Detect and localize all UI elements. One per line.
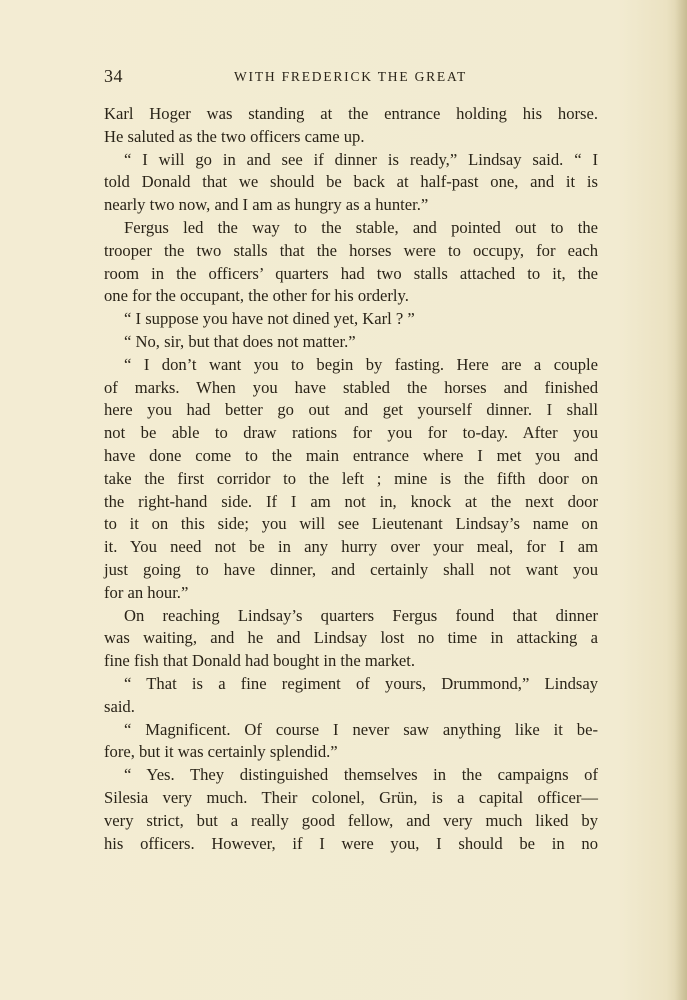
text-line: was waiting, and he and Lindsay lost no time in attacking a xyxy=(104,628,598,648)
text-line: his officers. However, if I were you, I should be in no xyxy=(104,833,598,853)
text-line: for an hour.” xyxy=(104,582,189,602)
text-line: trooper the two stalls that the horses were to occupy, for each xyxy=(104,240,598,260)
text-line: of marks. When you have stabled the horses and finished xyxy=(104,377,598,397)
page-edge-shadow xyxy=(675,0,687,1000)
text-line: On reaching Lindsay’s quarters Fergus found that dinner xyxy=(124,605,598,625)
text-line: He saluted as the two officers came up. xyxy=(104,126,365,146)
body-text xyxy=(104,103,598,855)
text-line: “ I suppose you have not dined yet, Karl ? ” xyxy=(124,309,415,329)
text-line: very strict, but a really good fellow, and very much liked by xyxy=(104,810,598,830)
text-line: not be able to draw rations for you for to-day. After you xyxy=(104,423,598,443)
text-line: to it on this side; you will see Lieutenant Lindsay’s name on xyxy=(104,514,598,534)
text-line: fine fish that Donald had bought in the market. xyxy=(104,651,416,671)
text-line: have done come to the main entrance where I met you and xyxy=(104,445,598,465)
text-line: room in the officers’ quarters had two stalls attached to it, the xyxy=(104,263,598,283)
text-line: “ Magnificent. Of course I never saw anything like it be- xyxy=(124,719,598,739)
text-line: “ Yes. They distinguished themselves in the campaigns of xyxy=(124,765,598,785)
text-line: here you had better go out and get yourself dinner. I shall xyxy=(104,400,598,420)
text-line: said. xyxy=(104,696,135,716)
page-header xyxy=(104,66,598,88)
text-line: Silesia very much. Their colonel, Grün, is a capital officer— xyxy=(104,787,598,807)
text-line: Fergus led the way to the stable, and pointed out to the xyxy=(124,217,598,237)
text-line: nearly two now, and I am as hungry as a hunter.” xyxy=(104,195,429,215)
text-line: take the first corridor to the left ; mine is the fifth door on xyxy=(104,468,598,488)
text-line: just going to have dinner, and certainly shall not want you xyxy=(104,559,598,579)
text-line: one for the occupant, the other for his orderly. xyxy=(104,286,409,306)
text-line: told Donald that we should be back at half-past one, and it is xyxy=(104,172,598,192)
text-line: “ That is a fine regiment of yours, Drummond,” Lindsay xyxy=(124,673,598,693)
text-line: “ No, sir, but that does not matter.” xyxy=(124,331,356,351)
text-line: fore, but it was certainly splendid.” xyxy=(104,742,338,762)
page-number: 34 xyxy=(104,66,123,86)
text-line: “ I will go in and see if dinner is ready,” Lindsay said. “ I xyxy=(124,149,598,169)
text-line: “ I don’t want you to begin by fasting. Here are a couple xyxy=(124,354,598,374)
text-line: Karl Hoger was standing at the entrance holding his horse. xyxy=(104,104,598,123)
text-line: the right-hand side. If I am not in, knock at the next door xyxy=(104,491,598,511)
running-head: WITH FREDERICK THE GREAT xyxy=(234,69,468,84)
text-line: it. You need not be in any hurry over your meal, for I am xyxy=(104,537,598,557)
